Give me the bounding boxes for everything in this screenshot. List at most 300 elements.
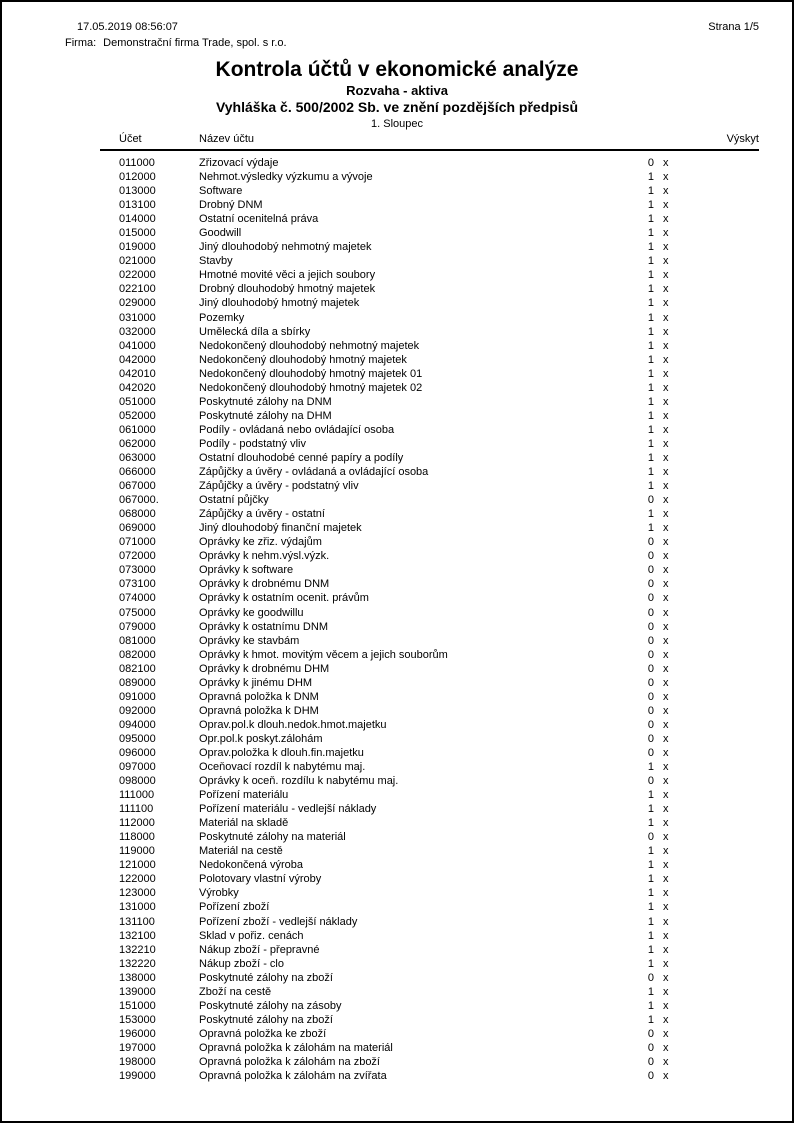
name-cell: Pozemky	[199, 311, 245, 324]
name-cell: Oprávky ke zřiz. výdajům	[199, 536, 322, 549]
account-cell: 071000	[119, 536, 156, 549]
occurrence-unit: x	[663, 494, 669, 507]
table-row	[100, 367, 759, 381]
report-regulation: Vyhláška č. 500/2002 Sb. ve znění pozdějších předpisů	[215, 99, 579, 115]
col-header-name: Název účtu	[199, 133, 255, 145]
table-row	[100, 985, 759, 999]
name-cell: Zápůjčky a úvěry - podstatný vliv	[199, 480, 359, 493]
occurrence-unit: x	[663, 227, 669, 240]
occurrence-count: 0	[647, 1041, 654, 1054]
occurrence-unit: x	[663, 775, 669, 788]
account-cell: 197000	[119, 1041, 156, 1054]
name-cell: Jiný dlouhodobý finanční majetek	[199, 522, 362, 535]
account-cell: 066000	[119, 466, 156, 479]
account-cell: 014000	[119, 213, 156, 226]
table-row	[100, 535, 759, 549]
occurrence-count: 0	[647, 1070, 654, 1083]
occurrence-count: 1	[647, 873, 654, 886]
table-row	[100, 268, 759, 282]
account-cell: 198000	[119, 1056, 156, 1068]
col-header-account: Účet	[119, 133, 142, 145]
account-cell: 094000	[119, 718, 156, 731]
name-cell: Hmotné movité věci a jejich soubory	[199, 269, 376, 282]
table-row	[100, 929, 759, 943]
occurrence-count: 1	[647, 353, 654, 366]
occurrence-unit: x	[663, 437, 669, 450]
account-cell: 139000	[119, 985, 156, 998]
occurrence-count: 1	[647, 395, 654, 408]
name-cell: Poskytnuté zálohy na materiál	[199, 831, 346, 844]
account-cell: 051000	[119, 395, 156, 408]
occurrence-count: 1	[647, 522, 654, 535]
occurrence-count: 0	[647, 676, 654, 689]
occurrence-unit: x	[663, 297, 669, 310]
occurrence-unit: x	[663, 171, 669, 184]
occurrence-count: 0	[647, 606, 654, 619]
name-cell: Oprávky k software	[199, 564, 294, 577]
account-cell: 042010	[119, 367, 156, 380]
table-row	[100, 184, 759, 198]
account-cell: 079000	[119, 620, 156, 633]
name-cell: Drobný dlouhodobý hmotný majetek	[199, 283, 376, 296]
table-row	[100, 240, 759, 254]
occurrence-unit: x	[663, 746, 669, 759]
occurrence-unit: x	[663, 157, 669, 169]
name-cell: Nedokončený dlouhodobý hmotný majetek 02	[199, 381, 423, 394]
table-row	[100, 1013, 759, 1027]
occurrence-unit: x	[663, 522, 669, 535]
name-cell: Oceňovací rozdíl k nabytému maj.	[199, 761, 366, 774]
name-cell: Oprávky k nehm.výsl.výzk.	[199, 550, 330, 563]
name-cell: Oprávky k drobnému DNM	[199, 578, 330, 591]
account-cell: 062000	[119, 437, 156, 450]
table-row	[100, 465, 759, 479]
table-row	[100, 451, 759, 465]
name-cell: Výrobky	[199, 887, 239, 900]
table-row	[100, 549, 759, 563]
account-cell: 061000	[119, 423, 156, 436]
table-body	[100, 156, 759, 1083]
occurrence-unit: x	[663, 311, 669, 324]
occurrence-unit: x	[663, 1013, 669, 1026]
account-cell: 022000	[119, 269, 156, 282]
firm-label: Firma:	[65, 37, 97, 49]
occurrence-count: 1	[647, 845, 654, 858]
name-cell: Oprávky k drobnému DHM	[199, 662, 330, 675]
account-cell: 118000	[119, 831, 155, 844]
name-cell: Ostatní půjčky	[199, 494, 269, 507]
report-datetime: 17.05.2019 08:56:07	[77, 21, 178, 33]
occurrence-count: 1	[647, 339, 654, 352]
name-cell: Poskytnuté zálohy na DHM	[199, 409, 332, 422]
account-cell: 098000	[119, 775, 156, 788]
name-cell: Stavby	[199, 255, 233, 268]
table-row	[100, 521, 759, 535]
occurrence-unit: x	[663, 466, 669, 479]
table-row	[100, 1069, 759, 1083]
name-cell: Ostatní ocenitelná práva	[199, 213, 319, 226]
occurrence-unit: x	[663, 283, 669, 296]
occurrence-count: 0	[647, 634, 654, 647]
occurrence-unit: x	[663, 606, 669, 619]
occurrence-unit: x	[663, 732, 669, 745]
occurrence-unit: x	[663, 185, 669, 198]
table-row	[100, 634, 759, 648]
table-row	[100, 423, 759, 437]
occurrence-count: 1	[647, 213, 654, 226]
occurrence-unit: x	[663, 451, 669, 464]
table-row	[100, 662, 759, 676]
table-row	[100, 915, 759, 929]
table-row	[100, 353, 759, 367]
account-cell: 073000	[119, 564, 156, 577]
account-cell: 196000	[119, 1027, 156, 1040]
occurrence-unit: x	[663, 831, 669, 844]
account-cell: 074000	[119, 592, 156, 605]
occurrence-unit: x	[663, 339, 669, 352]
occurrence-unit: x	[663, 381, 669, 394]
account-cell: 073100	[119, 578, 156, 591]
occurrence-unit: x	[663, 409, 669, 422]
page-number: Strana 1/5	[708, 21, 759, 33]
account-cell: 042020	[119, 381, 156, 394]
account-cell: 119000	[119, 845, 155, 858]
occurrence-count: 0	[647, 578, 654, 591]
occurrence-unit: x	[663, 718, 669, 731]
name-cell: Oprávky k hmot. movitým věcem a jejich souborům	[199, 648, 448, 661]
table-row	[100, 943, 759, 957]
account-cell: 096000	[119, 746, 156, 759]
occurrence-count: 1	[647, 437, 654, 450]
name-cell: Nákup zboží - přepravné	[199, 943, 320, 956]
table-row	[100, 311, 759, 325]
table-row	[100, 381, 759, 395]
name-cell: Pořízení zboží	[199, 901, 270, 914]
name-cell: Nedokončený dlouhodobý hmotný majetek	[199, 353, 407, 366]
table-row	[100, 1055, 759, 1069]
occurrence-unit: x	[663, 1027, 669, 1040]
occurrence-count: 0	[647, 831, 654, 844]
account-cell: 012000	[119, 171, 156, 184]
name-cell: Oprávky k ostatním ocenit. právům	[199, 592, 369, 605]
table-row	[100, 339, 759, 353]
name-cell: Software	[199, 185, 243, 198]
name-cell: Pořízení materiálu	[199, 789, 289, 802]
occurrence-count: 1	[647, 915, 654, 928]
table-row	[100, 648, 759, 662]
table-row	[100, 254, 759, 268]
occurrence-count: 1	[647, 409, 654, 422]
occurrence-count: 1	[647, 859, 654, 872]
occurrence-count: 0	[647, 746, 654, 759]
name-cell: Poskytnuté zálohy na DNM	[199, 395, 332, 408]
name-cell: Nedokončená výroba	[199, 859, 303, 872]
table-row	[100, 437, 759, 451]
account-cell: 151000	[119, 999, 156, 1012]
occurrence-unit: x	[663, 550, 669, 563]
table-row	[100, 296, 759, 310]
occurrence-count: 0	[647, 564, 654, 577]
table-row	[100, 606, 759, 620]
occurrence-unit: x	[663, 620, 669, 633]
account-cell: 063000	[119, 451, 156, 464]
name-cell: Oprav.pol.k dlouh.nedok.hmot.majetku	[199, 718, 387, 731]
report-title: Kontrola účtů v ekonomické analýze	[215, 58, 579, 81]
table-row	[100, 1041, 759, 1055]
account-cell: 082100	[119, 662, 156, 675]
table-row	[100, 844, 759, 858]
occurrence-count: 0	[647, 662, 654, 675]
occurrence-count: 1	[647, 466, 654, 479]
name-cell: Opravná položka k DNM	[199, 690, 319, 703]
occurrence-unit: x	[663, 901, 669, 914]
name-cell: Ostatní dlouhodobé cenné papíry a podíly	[199, 451, 404, 464]
table-row	[100, 591, 759, 605]
occurrence-count: 1	[647, 957, 654, 970]
occurrence-unit: x	[663, 985, 669, 998]
account-cell: 121000	[119, 859, 156, 872]
table-row	[100, 620, 759, 634]
occurrence-unit: x	[663, 971, 669, 984]
account-cell: 011000	[119, 157, 155, 169]
name-cell: Jiný dlouhodobý nehmotný majetek	[199, 241, 372, 254]
occurrence-unit: x	[663, 873, 669, 886]
table-row	[100, 788, 759, 802]
table-row	[100, 198, 759, 212]
occurrence-count: 0	[647, 550, 654, 563]
account-cell: 153000	[119, 1013, 156, 1026]
occurrence-unit: x	[663, 1041, 669, 1054]
account-cell: 123000	[119, 887, 156, 900]
occurrence-unit: x	[663, 676, 669, 689]
name-cell: Poskytnuté zálohy na zboží	[199, 1013, 333, 1026]
occurrence-count: 0	[647, 1027, 654, 1040]
occurrence-unit: x	[663, 943, 669, 956]
occurrence-count: 0	[647, 620, 654, 633]
occurrence-count: 1	[647, 199, 654, 212]
occurrence-unit: x	[663, 269, 669, 282]
table-row	[100, 690, 759, 704]
account-cell: 067000	[119, 480, 156, 493]
name-cell: Oprávky ke goodwillu	[199, 606, 304, 619]
occurrence-count: 1	[647, 227, 654, 240]
table-row	[100, 816, 759, 830]
occurrence-count: 1	[647, 985, 654, 998]
occurrence-count: 0	[647, 732, 654, 745]
account-cell: 132210	[119, 943, 156, 956]
occurrence-unit: x	[663, 845, 669, 858]
occurrence-count: 1	[647, 241, 654, 254]
occurrence-count: 1	[647, 283, 654, 296]
table-row	[100, 858, 759, 872]
account-cell: 072000	[119, 550, 156, 563]
occurrence-unit: x	[663, 508, 669, 521]
name-cell: Zápůjčky a úvěry - ovládaná a ovládající osoba	[199, 466, 429, 479]
name-cell: Goodwill	[199, 227, 242, 240]
occurrence-unit: x	[663, 929, 669, 942]
occurrence-unit: x	[663, 423, 669, 436]
account-cell: 013100	[119, 199, 156, 212]
table-row	[100, 226, 759, 240]
occurrence-count: 1	[647, 367, 654, 380]
table-row	[100, 507, 759, 521]
name-cell: Oprav.položka k dlouh.fin.majetku	[199, 746, 364, 759]
occurrence-count: 0	[647, 536, 654, 549]
occurrence-unit: x	[663, 255, 669, 268]
occurrence-count: 0	[647, 157, 654, 169]
name-cell: Zřizovací výdaje	[199, 157, 279, 169]
occurrence-unit: x	[663, 957, 669, 970]
occurrence-count: 1	[647, 901, 654, 914]
occurrence-count: 1	[647, 451, 654, 464]
account-cell: 132220	[119, 957, 156, 970]
table-row	[100, 282, 759, 296]
name-cell: Nákup zboží - clo	[199, 957, 284, 970]
table-row	[100, 704, 759, 718]
table-row	[100, 872, 759, 886]
account-cell: 112000	[119, 817, 155, 830]
occurrence-unit: x	[663, 564, 669, 577]
name-cell: Opravná položka ke zboží	[199, 1027, 327, 1040]
account-cell: 081000	[119, 634, 156, 647]
occurrence-unit: x	[663, 704, 669, 717]
occurrence-count: 0	[647, 1056, 654, 1068]
table-row	[100, 1027, 759, 1041]
table-row	[100, 676, 759, 690]
name-cell: Poskytnuté zálohy na zásoby	[199, 999, 342, 1012]
occurrence-unit: x	[663, 915, 669, 928]
table-row	[100, 732, 759, 746]
occurrence-unit: x	[663, 536, 669, 549]
account-cell: 019000	[119, 241, 156, 254]
occurrence-unit: x	[663, 789, 669, 802]
account-cell: 131000	[119, 901, 156, 914]
account-cell: 022100	[119, 283, 156, 296]
col-header-occurrence: Výskyt	[726, 133, 759, 145]
name-cell: Oprávky k oceň. rozdílu k nabytému maj.	[199, 775, 399, 788]
occurrence-count: 1	[647, 185, 654, 198]
occurrence-count: 1	[647, 269, 654, 282]
table-row	[100, 493, 759, 507]
occurrence-count: 1	[647, 480, 654, 493]
name-cell: Zápůjčky a úvěry - ostatní	[199, 508, 325, 521]
table-row	[100, 325, 759, 339]
table-row	[100, 212, 759, 226]
accounts-table	[100, 133, 759, 1083]
account-cell: 138000	[119, 971, 156, 984]
name-cell: Drobný DNM	[199, 199, 263, 212]
account-cell: 199000	[119, 1070, 156, 1083]
occurrence-unit: x	[663, 367, 669, 380]
occurrence-unit: x	[663, 803, 669, 816]
occurrence-count: 0	[647, 718, 654, 731]
account-cell: 021000	[119, 255, 156, 268]
account-cell: 097000	[119, 761, 156, 774]
name-cell: Zboží na cestě	[199, 985, 272, 998]
occurrence-unit: x	[663, 634, 669, 647]
account-cell: 082000	[119, 648, 156, 661]
name-cell: Opravná položka k zálohám na zvířata	[199, 1070, 387, 1083]
table-row	[100, 760, 759, 774]
occurrence-count: 1	[647, 311, 654, 324]
table-row	[100, 746, 759, 760]
occurrence-count: 1	[647, 929, 654, 942]
account-cell: 089000	[119, 676, 156, 689]
name-cell: Oprávky k ostatnímu DNM	[199, 620, 328, 633]
occurrence-count: 1	[647, 761, 654, 774]
account-cell: 095000	[119, 732, 156, 745]
occurrence-unit: x	[663, 1056, 669, 1068]
table-row	[100, 170, 759, 184]
account-cell: 111100	[119, 803, 154, 816]
occurrence-unit: x	[663, 325, 669, 338]
occurrence-unit: x	[663, 887, 669, 900]
table-row	[100, 802, 759, 816]
name-cell: Opravná položka k zálohám na materiál	[199, 1041, 393, 1054]
report-header	[2, 2, 792, 34]
occurrence-unit: x	[663, 648, 669, 661]
occurrence-count: 1	[647, 803, 654, 816]
table-row	[100, 957, 759, 971]
account-cell: 052000	[119, 409, 156, 422]
account-cell: 075000	[119, 606, 156, 619]
occurrence-count: 1	[647, 255, 654, 268]
table-row	[100, 774, 759, 788]
account-cell: 122000	[119, 873, 156, 886]
account-cell: 041000	[119, 339, 156, 352]
name-cell: Opravná položka k DHM	[199, 704, 319, 717]
occurrence-unit: x	[663, 1070, 669, 1083]
occurrence-unit: x	[663, 690, 669, 703]
table-row	[100, 830, 759, 844]
table-row	[100, 718, 759, 732]
account-cell: 091000	[119, 690, 156, 703]
name-cell: Materiál na skladě	[199, 817, 289, 830]
table-row	[100, 999, 759, 1013]
name-cell: Polotovary vlastní výroby	[199, 873, 322, 886]
name-cell: Jiný dlouhodobý hmotný majetek	[199, 297, 360, 310]
occurrence-count: 0	[647, 690, 654, 703]
name-cell: Oprávky k jinému DHM	[199, 676, 313, 689]
occurrence-unit: x	[663, 480, 669, 493]
occurrence-count: 1	[647, 297, 654, 310]
account-cell: 067000.	[119, 494, 159, 507]
name-cell: Umělecká díla a sbírky	[199, 325, 311, 338]
occurrence-unit: x	[663, 592, 669, 605]
name-cell: Poskytnuté zálohy na zboží	[199, 971, 333, 984]
occurrence-unit: x	[663, 395, 669, 408]
table-row	[100, 479, 759, 493]
column-set-label: 1. Sloupec	[371, 118, 423, 130]
account-cell: 031000	[119, 311, 156, 324]
occurrence-unit: x	[663, 241, 669, 254]
table-row	[100, 395, 759, 409]
occurrence-count: 0	[647, 494, 654, 507]
occurrence-count: 0	[647, 704, 654, 717]
account-cell: 013000	[119, 185, 156, 198]
occurrence-count: 1	[647, 423, 654, 436]
name-cell: Nedokončený dlouhodobý nehmotný majetek	[199, 339, 420, 352]
occurrence-count: 1	[647, 381, 654, 394]
firm-line	[2, 34, 792, 50]
name-cell: Pořízení zboží - vedlejší náklady	[199, 915, 358, 928]
name-cell: Sklad v pořiz. cenách	[199, 929, 304, 942]
name-cell: Nehmot.výsledky výzkumu a vývoje	[199, 171, 373, 184]
occurrence-unit: x	[663, 859, 669, 872]
account-cell: 068000	[119, 508, 156, 521]
account-cell: 132100	[119, 929, 156, 942]
occurrence-count: 0	[647, 971, 654, 984]
